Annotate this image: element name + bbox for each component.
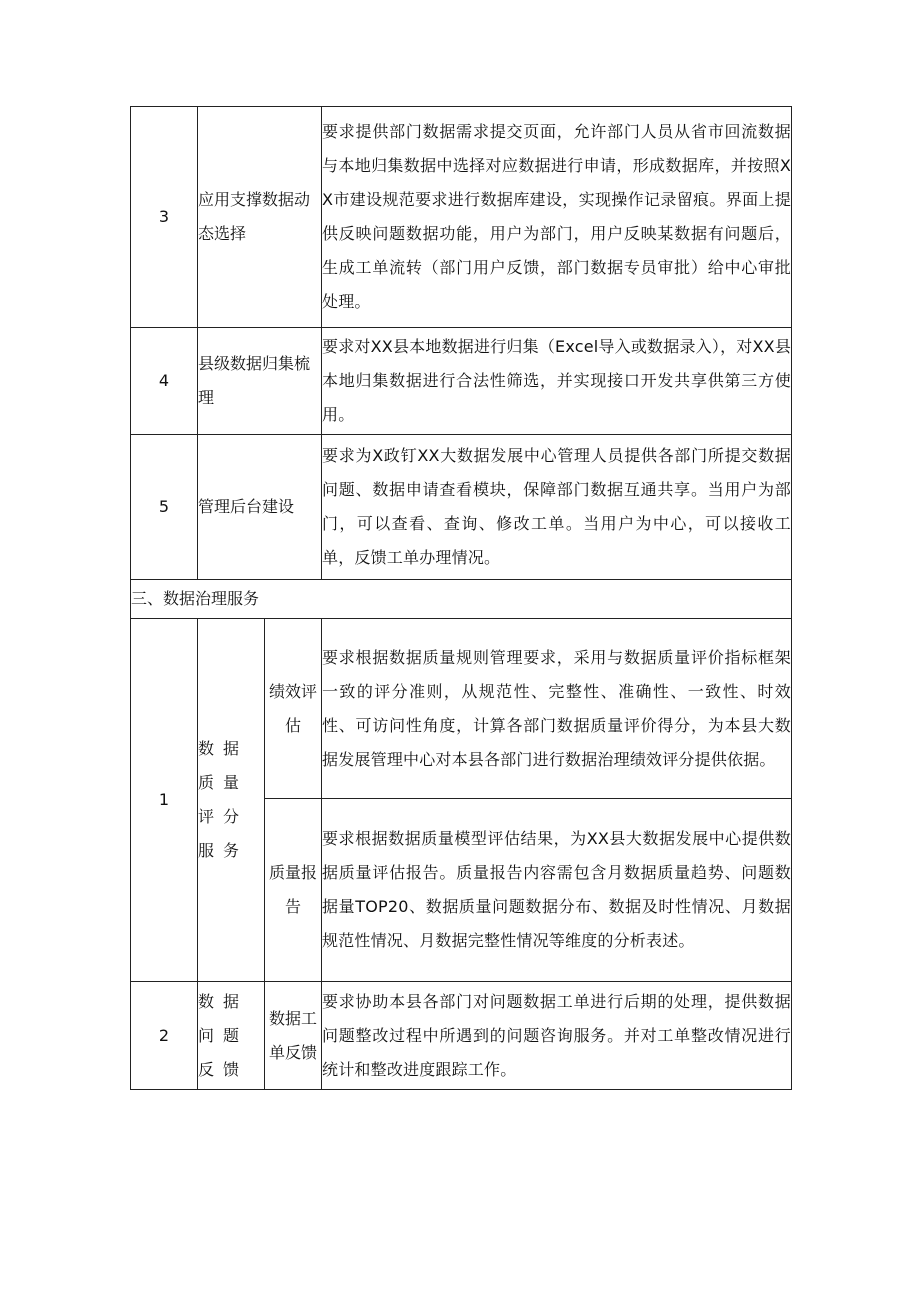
row-number: 2 [131,982,198,1090]
item-description: 要求提供部门数据需求提交页面，允许部门人员从省市回流数据与本地归集数据中选择对应数据进行申请，形成数据库，并按照XX市建设规范要求进行数据库建设，实现操作记录留痕。界面上提供反映问题数据功能，用户为部门，用户反映某数据有问题后，生成工单流转（部门用户反馈，部门数据专员审批）给中心审批处理。 [322,107,792,328]
item-description: 要求协助本县各部门对问题数据工单进行后期的处理，提供数据问题整改过程中所遇到的问题咨询服务。并对工单整改情况进行统计和整改进度跟踪工作。 [322,982,792,1090]
item-name: 数据问题反馈 [198,982,265,1090]
sub-item-name: 绩效评估 [265,619,322,799]
row-number: 3 [131,107,198,328]
row-number: 4 [131,328,198,435]
table-row [131,435,792,580]
table-row [131,107,792,328]
item-name: 数据质量评分服务 [198,619,265,982]
table-row [131,328,792,435]
sub-item-name: 数据工单反馈 [265,982,322,1090]
item-description: 要求对XX县本地数据进行归集（Excel导入或数据录入），对XX县本地归集数据进行合法性筛选，并实现接口开发共享供第三方使用。 [322,328,792,435]
row-number: 5 [131,435,198,580]
item-name: 县级数据归集梳理 [198,328,322,435]
item-name: 应用支撑数据动态选择 [198,107,322,328]
section-title: 三、数据治理服务 [131,580,792,619]
section-header-row [131,580,792,619]
item-name: 管理后台建设 [198,435,322,580]
requirements-table [130,106,792,1090]
table-row [131,982,792,1090]
item-description: 要求为X政钉XX大数据发展中心管理人员提供各部门所提交数据问题、数据申请查看模块，保障部门数据互通共享。当用户为部门，可以查看、查询、修改工单。当用户为中心，可以接收工单，反馈工单办理情况。 [322,435,792,580]
sub-item-name: 质量报告 [265,799,322,982]
item-description: 要求根据数据质量规则管理要求，采用与数据质量评价指标框架一致的评分准则，从规范性、完整性、准确性、一致性、时效性、可访问性角度，计算各部门数据质量评价得分，为本县大数据发展管理中心对本县各部门进行数据治理绩效评分提供依据。 [322,619,792,799]
table-row [131,619,792,799]
row-number: 1 [131,619,198,982]
item-description: 要求根据数据质量模型评估结果，为XX县大数据发展中心提供数据质量评估报告。质量报告内容需包含月数据质量趋势、问题数据量TOP20、数据质量问题数据分布、数据及时性情况、月数据规范性情况、月数据完整性情况等维度的分析表述。 [322,799,792,982]
